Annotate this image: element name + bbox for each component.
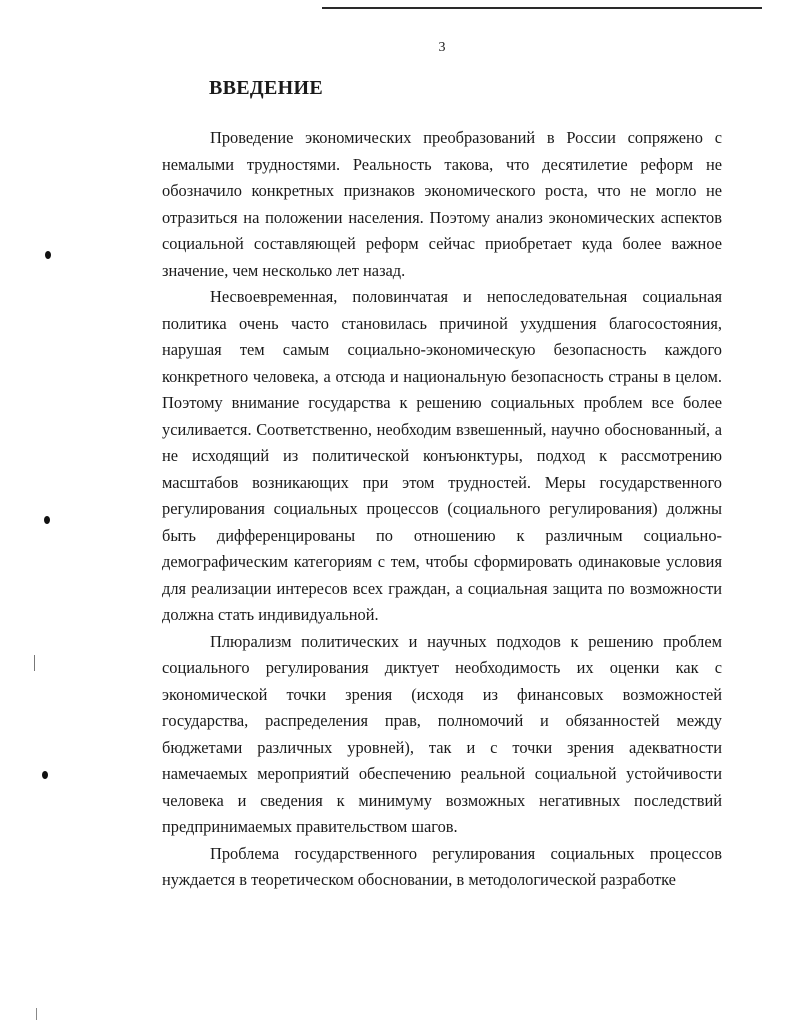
punch-hole-mark [45,251,51,259]
punch-hole-mark [44,516,50,524]
scan-edge-bottom [36,1008,37,1020]
section-heading: ВВЕДЕНИЕ [209,77,323,99]
paragraph-state-regulation: Проблема государственного регулирования социальных процессов нуждается в теоретическом обосновании, в методологической разработке [162,843,722,889]
paragraph-pluralism: Плюрализм политических и научных подходов к решению проблем социального регулирования диктует необходимость их оценки как с экономической точки зрения (исходя из финансовых возможностей государства, распределения прав, полномочий и обязанностей между бюджетами различных уровней), так и с точки зрения адекватности намечаемых мероприятий обеспечению реальной социальной устойчивости человека и сведения к минимуму возможных негативных последствий предпринимаемых правительством шагов. [162,631,722,836]
body-text [162,125,722,894]
punch-hole-mark [42,771,48,779]
paragraph-intro: Проведение экономических преобразований в России сопряжено с немалыми трудностями. Реальность такова, что десятилетие реформ не обозначило конкретных признаков экономического роста, что не могло не отразиться на положении населения. Поэтому анализ экономических аспектов социальной составляющей реформ сейчас приобретает куда более важное значение, чем несколько лет назад. [162,128,722,280]
page-number: 3 [438,40,446,55]
paragraph-social-policy: Несвоевременная, половинчатая и непоследовательная социальная политика очень часто становилась причиной ухудшения благосостояния, нарушая тем самым социально-экономическую безопасность каждого конкретного человека, а отсюда и национальную безопасность страны в целом. Поэтому внимание государства к решению социальных проблем все более усиливается. Соответственно, необходим взвешенный, научно обоснованный, а не исходящий из политической конъюнктуры, подход к рассмотрению масштабов возникающих при этом трудностей. Меры государственного регулирования социальных процессов (социального регулирования) должны быть дифференцированы по отношению к различным социально-демографическим категориям с тем, чтобы сформировать одинаковые условия для реализации интересов всех граждан, а социальная защита по возможности должна стать индивидуальной. [162,287,722,624]
scan-edge-left [34,655,35,671]
scan-edge-top [322,7,762,9]
